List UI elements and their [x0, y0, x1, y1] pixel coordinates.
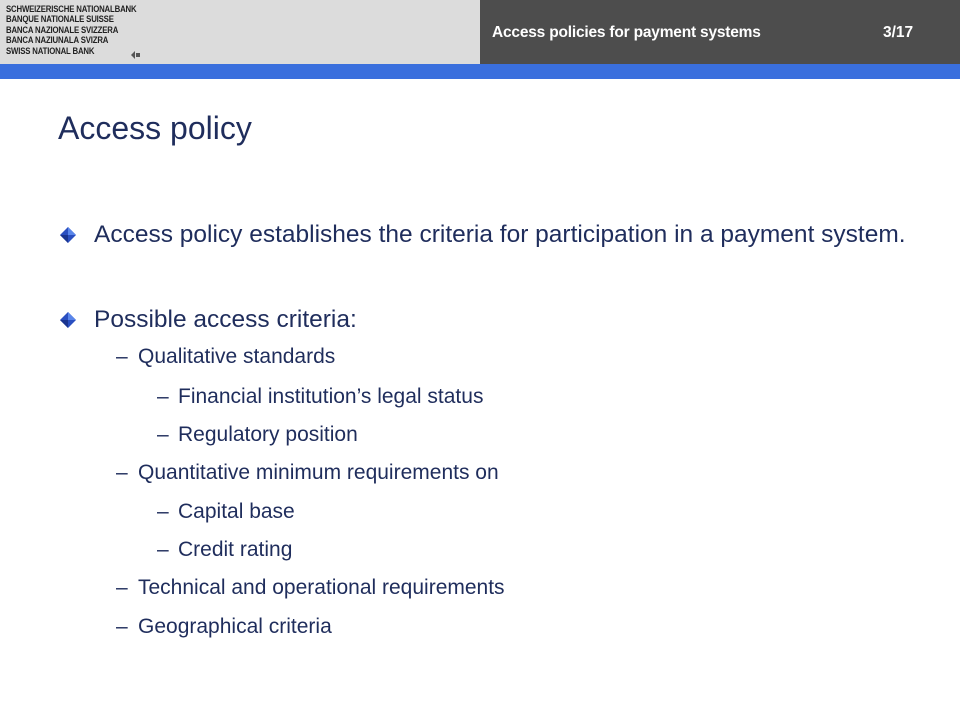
dash-bullet: – [116, 461, 128, 484]
logo-line: SWISS NATIONAL BANK [6, 45, 95, 57]
page-number: 3/17 [883, 24, 914, 41]
sub-item-text: Qualitative standards [138, 345, 336, 368]
dash-bullet: – [116, 576, 128, 599]
logo-line: BANCA NAZIONALE SVIZZERA [6, 24, 119, 36]
accent-bar [0, 64, 960, 79]
logo-line: SCHWEIZERISCHE NATIONALBANK [6, 4, 137, 15]
bullet-text: Possible access criteria: [94, 306, 357, 333]
sub-item-text: Geographical criteria [138, 615, 332, 638]
sub-item-text: Technical and operational requirements [138, 576, 505, 599]
logo-area [0, 0, 480, 64]
snb-logo-text [6, 5, 136, 57]
sub-sub-item-text: Financial institution’s legal status [178, 385, 484, 408]
sub-sub-item-text: Regulatory position [178, 423, 358, 446]
dash-bullet: – [157, 385, 169, 408]
logo-line: BANQUE NATIONALE SUISSE [6, 14, 114, 26]
presentation-title: Access policies for payment systems [492, 24, 761, 41]
sub-item-text: Quantitative minimum requirements on [138, 461, 499, 484]
sub-sub-item-text: Credit rating [178, 538, 293, 561]
diamond-bullet-icon [60, 312, 76, 328]
header-title-area [480, 0, 960, 64]
bullet-text: Access policy establishes the criteria for participation in a payment system. [94, 221, 906, 248]
slide-header [0, 0, 960, 64]
snb-emblem-icon [131, 46, 140, 54]
dash-bullet: – [116, 345, 128, 368]
dash-bullet: – [157, 423, 169, 446]
dash-bullet: – [157, 500, 169, 523]
sub-sub-item-text: Capital base [178, 500, 295, 523]
slide-title: Access policy [58, 110, 252, 146]
diamond-bullet-icon [60, 227, 76, 243]
dash-bullet: – [157, 538, 169, 561]
dash-bullet: – [116, 615, 128, 638]
logo-line: BANCA NAZIUNALA SVIZRA [6, 35, 109, 47]
